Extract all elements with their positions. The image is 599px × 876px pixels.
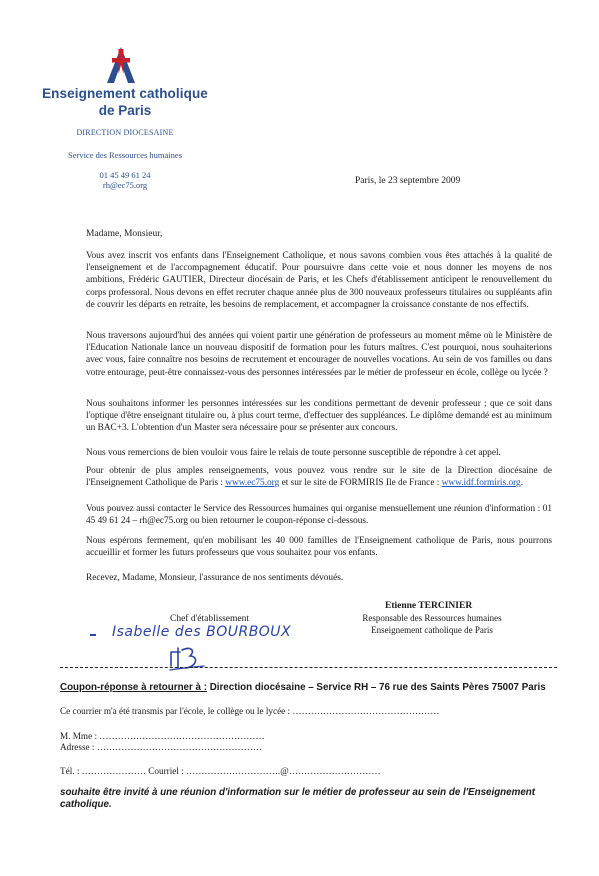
paragraph-6: Vous pouvez aussi contacter le Service des Ressources humaines qui organise mensuellement une réunion d'information : 01 45 49 61 24 – rh@ec75.org ou bien retourner le coupon-réponse ci-dessous. xyxy=(86,504,552,527)
org-name-line1: Enseignement catholique xyxy=(42,86,208,101)
service-label: Service des Ressources humaines xyxy=(67,150,182,160)
contact-email: rh@ec75.org xyxy=(102,180,148,190)
paragraph-5-text-c: . xyxy=(520,478,524,489)
paragraph-7: Nous espérons fermement, qu'en mobilisant les 40 000 familles de l'Enseignement catholique de Paris, nous pourrons accueillir et former les futurs professeurs que vous souhaitez pour vos enfants. xyxy=(86,536,552,559)
coupon-closing-text: souhaite être invité à une réunion d'information sur le métier de professeur au sein de l'Enseignement catholique. xyxy=(60,787,536,810)
coupon-field-name[interactable]: M. Mme : ……………………………………………… xyxy=(60,731,265,741)
paragraph-5 xyxy=(86,465,552,489)
letter-date: Paris, le 23 septembre 2009 xyxy=(355,176,461,186)
department-label: DIRECTION DIOCESAINE xyxy=(76,128,174,137)
paragraph-2: Nous traversons aujourd'hui des années qui voient partir une génération de professeurs au moment même où le Ministère de l'Education Nationale lance un nouveau dispositif de formation pour les futurs maîtres. C'est pourquoi, nous souhaiterions avec vous, faire connaître nos besoins de recrutement et encourager de nouvelles vocations. Au sein de vos familles ou dans votre entourage, peut-être connaissez-vous des personnes intéressées par le métier de professeur en école, collège ou lycée ? xyxy=(86,331,552,378)
handwritten-initials-signature xyxy=(168,644,208,674)
salutation: Madame, Monsieur, xyxy=(86,229,163,239)
paragraph-5-text-b: et sur le site de FORMIRIS Ile de France : xyxy=(279,478,442,489)
signature-right-role2: Enseignement catholique de Paris xyxy=(371,624,493,635)
coupon-address: Direction diocésaine – Service RH – 76 rue des Saints Pères 75007 Paris xyxy=(206,682,546,693)
org-name-line2: de Paris xyxy=(98,103,152,118)
signature-right-roles xyxy=(358,613,506,636)
ec75-link[interactable]: www.ec75.org xyxy=(225,478,280,489)
coupon-field-address[interactable]: Adresse : ……………………………………………… xyxy=(60,742,263,752)
signature-left-title: Chef d'établissement xyxy=(170,614,250,624)
paragraph-5-text-a: Pour obtenir de plus amples renseignements, vous pouvez vous rendre sur le site de la Direction diocésaine de l'Enseignement Catholique de Paris : xyxy=(86,466,552,489)
handwritten-signature-name: Isabelle des BOURBOUX xyxy=(112,624,292,640)
handwritten-dash xyxy=(90,634,96,636)
paragraph-3: Nous souhaitons informer les personnes intéressées sur les conditions permettant de devenir professeur ; que ce soit dans l'optique d'être enseignant titulaire ou, à plus court terme, d'effectuer des suppléances. Le diplôme demandé est au minimum un BAC+3. L'obtention d'un Master sera nécessaire pour se présenter aux concours. xyxy=(86,399,552,434)
diocese-logo-icon xyxy=(101,45,141,85)
coupon-field-phone-email[interactable]: Tél. : ………………… Courriel : ………………………….@………………………… xyxy=(60,766,381,776)
signature-right-name: Etienne TERCINIER xyxy=(385,601,473,611)
signature-right-role1: Responsable des Ressources humaines xyxy=(362,613,502,623)
formiris-link[interactable]: www.idf.formiris.org xyxy=(441,478,521,489)
paragraph-4: Nous vous remercions de bien vouloir vous faire le relais de toute personne susceptible de répondre à cet appel. xyxy=(86,448,501,458)
paragraph-8: Recevez, Madame, Monsieur, l'assurance de nos sentiments dévoués. xyxy=(86,573,344,583)
coupon-title: Coupon-réponse à retourner à : xyxy=(60,682,207,693)
coupon-heading xyxy=(60,682,560,693)
contact-block xyxy=(60,170,190,190)
paragraph-1: Vous avez inscrit vos enfants dans l'Enseignement Catholique, et nous savons combien vous êtes attachés à la qualité de l'enseignement et de l'accompagnement éducatif. Pour poursuivre dans cette voie et nous donner les moyens de nos ambitions, Frédéric GAUTIER, Directeur diocésain de Paris, et les Chefs d'établissement anticipent le renouvellement du corps professoral. Nous devons en effet recruter chaque année plus de 300 nouveaux professeurs titulaires ou suppléants afin de couvrir les départs en retraite, les besoins de remplacement, et accompagner la croissance constante de nos effectifs. xyxy=(86,251,552,310)
cut-line-divider xyxy=(60,667,557,668)
coupon-field-school[interactable]: Ce courrier m'a été transmis par l'école, le collège ou le lycée : ………………………………………… xyxy=(60,706,440,716)
contact-phone: 01 45 49 61 24 xyxy=(99,170,151,180)
